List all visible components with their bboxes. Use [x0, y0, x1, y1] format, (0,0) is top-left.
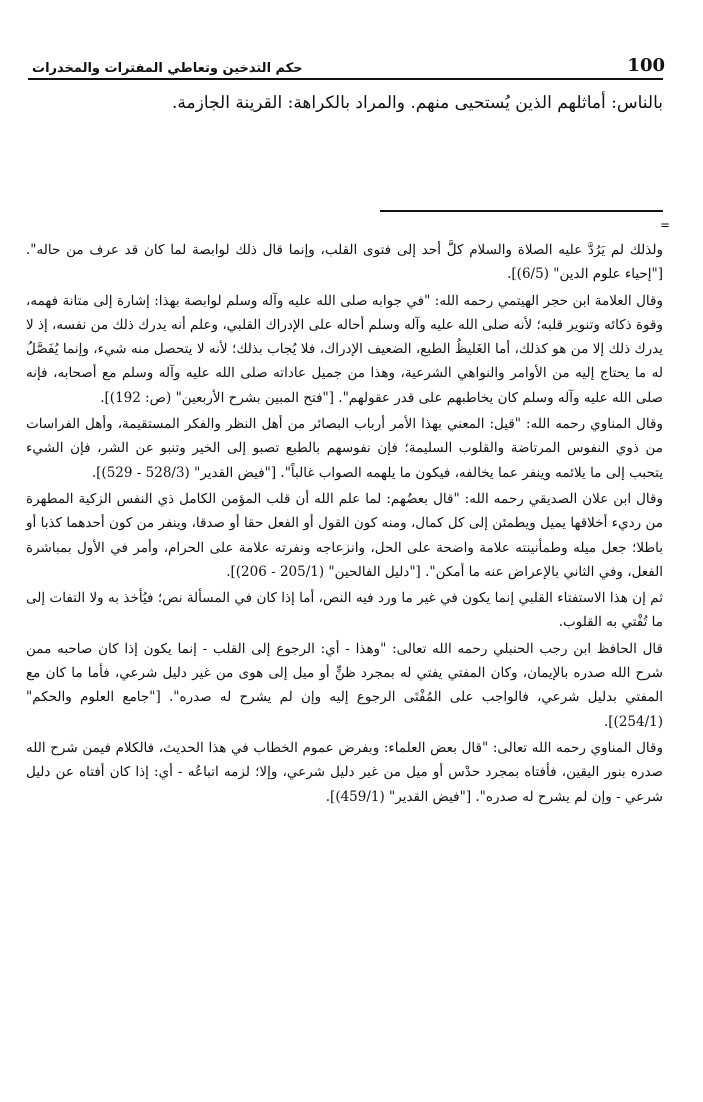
- header-rule: [28, 78, 663, 80]
- footnote-separator: [380, 210, 663, 212]
- footnote-continuation-marker: =: [660, 218, 671, 232]
- footnote-paragraph: وقال العلامة ابن حجر الهيتمي رحمه الله: "في جوابه صلى الله عليه وآله وسلم لوابصة بهذا: إشارة إلى متانة فهمه، وقوة ذكائه وتنوير قلبه؛ لأنه صلى الله عليه وآله وسلم أحاله على الإدراك القلبي، وعلم أنه يدرك ذلك من نفسه، إذ لا يدرك ذلك إلا من هو كذلك، أما الغَليظُ الطبع، الضعيف الإدراك، فلا يُجاب بذلك؛ لأنه لا يتحصل منه شيء، وإنما يُفَصَّلُ له ما يحتاج إليه من الأوامر والنواهي الشرعية، وهذا من جميل عاداته صلى الله عليه وآله وسلم مع أصحابه، فإنه صلى الله عليه وآله وسلم كان يخاطبهم على قدر عقولهم". ["فتح المبين بشرح الأربعين" (ص: 192)].: [26, 292, 663, 406]
- page-number: 100: [627, 55, 665, 76]
- footnotes: [26, 238, 663, 811]
- footnote-paragraph: ثم إن هذا الاستفتاء القلبي إنما يكون في غير ما ورد فيه النص، أما إذا كان في المسألة نص؛ فيُأخذ به ولا التفات إلى ما تُفْتي به القلوب.: [26, 590, 663, 631]
- footnote-paragraph: قال الحافظ ابن رجب الحنبلي رحمه الله تعالى: "وهذا - أي: الرجوع إلى القلب - إنما يكون إذا كان صاحبه ممن شرح الله صدره بالإيمان، وكان المفتي يفتي له بمجرد ظنٍّ أو ميل إلى هوى من غير دليل شرعي، فأما ما كان مع المفتي بدليل شرعي، فالواجب على المُفْتَى الرجوع إليه وإن لم يشرح له صدره". ["جامع العلوم والحكم" (254/1)].: [26, 640, 663, 730]
- page-header: [28, 40, 675, 76]
- footnote-paragraph: وقال المناوي رحمه الله تعالى: "قال بعض العلماء: وبفرض عموم الخطاب في هذا الحديث، فالكلام فيمن شرح الله صدره بنور اليقين، فأفتاه بمجرد حدْس أو ميل من غير دليل شرعي، وإلا؛ لزمه اتباعُه - أي: إذا كان أفتاه عن دليل شرعي - وإن لم يشرح له صدره". ["فيض القدير" (459/1)].: [26, 739, 663, 805]
- footnote-paragraph: وقال المناوي رحمه الله: "قيل: المعني بهذا الأمر أرباب البصائر من أهل النظر والفكر المستقيمة، وأهل الفراسات من ذوي النفوس المرتاضة والقلوب السليمة؛ فإن نفوسهم بالطبع تصبو إلى الخير وتنبو عن الشر، فإن الشيء يتحبب إلى ما يلائمه وينفر عما يخالفه، فيكون ما يلهمه الصواب غالباً". ["فيض القدير" (528/3 - 529)].: [26, 416, 663, 481]
- main-text: بالناس: أماثلهم الذين يُستحيى منهم. والمراد بالكراهة: القرينة الجازمة.: [172, 93, 663, 113]
- footnote-paragraph: ولذلك لم يَرُدَّ عليه الصلاة والسلام كلَّ أحد إلى فتوى القلب، وإنما قال ذلك لوابصة لما كان قد عرف من حاله". ["إحياء علوم الدين" (6/5)].: [26, 242, 663, 283]
- footnote-paragraph: وقال ابن علان الصديقي رحمه الله: "قال بعضُهم: لما علم الله أن قلب المؤمن الكامل ذي النفس الزكية المطهرة من رديء أخلاقها يميل ويطمئن إلى كل كمال، ومنه كون القول أو الفعل حقا أو صدقا، وينفر من كون أحدهما كذبا أو باطلا؛ جعل ميله وطمأنينته علامة واضحة على الحل، وانزعاجه ونفرته علامة على الحرام، وأمر في الأول بمباشرة الفعل، وفي الثاني بالإعراض عنه ما أمكن". ["دليل الفالحين" (205/1 - 206)].: [26, 490, 663, 580]
- running-title: حكم التدخين وتعاطي المفترات والمخدرات: [32, 61, 303, 76]
